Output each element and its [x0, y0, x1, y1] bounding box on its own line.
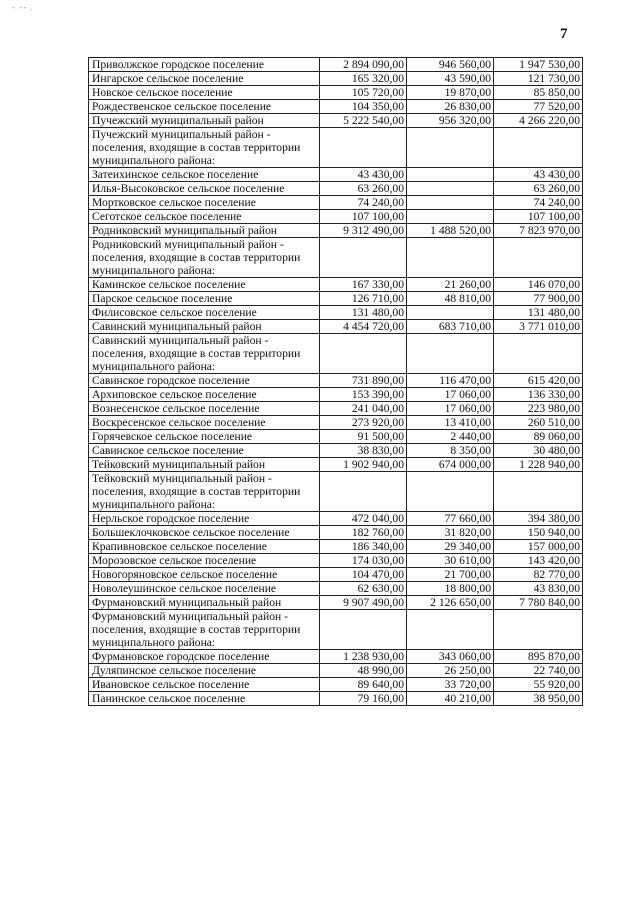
amount-cell-3 [494, 238, 583, 278]
territory-name-cell: Фурмановский муниципальный район [89, 596, 320, 610]
amount-cell-2 [407, 610, 494, 650]
table-row [89, 128, 583, 168]
amount-cell-3: 7 780 840,00 [494, 596, 583, 610]
amount-cell-2 [407, 306, 494, 320]
amount-cell-2 [407, 210, 494, 224]
amount-cell-3: 136 330,00 [494, 388, 583, 402]
amount-cell-1 [320, 472, 407, 512]
amount-cell-1: 731 890,00 [320, 374, 407, 388]
table-row [89, 182, 583, 196]
amount-cell-3: 1 228 940,00 [494, 458, 583, 472]
territory-name-cell: Новское сельское поселение [89, 86, 320, 100]
table-row [89, 388, 583, 402]
territory-name-cell: Савинское городское поселение [89, 374, 320, 388]
amount-cell-2: 31 820,00 [407, 526, 494, 540]
territory-name-cell: Ивановское сельское поселение [89, 678, 320, 692]
territory-name-cell: Вознесенское сельское поселение [89, 402, 320, 416]
table-row [89, 596, 583, 610]
amount-cell-3: 43 830,00 [494, 582, 583, 596]
amount-cell-1 [320, 238, 407, 278]
table-body [89, 58, 583, 706]
table-row [89, 238, 583, 278]
amount-cell-2: 17 060,00 [407, 402, 494, 416]
table-row [89, 114, 583, 128]
table-row [89, 458, 583, 472]
amount-cell-3: 394 380,00 [494, 512, 583, 526]
page-number: 7 [560, 26, 568, 42]
amount-cell-2: 2 126 650,00 [407, 596, 494, 610]
amount-cell-1: 4 454 720,00 [320, 320, 407, 334]
table-row [89, 320, 583, 334]
table-row [89, 692, 583, 706]
amount-cell-1: 126 710,00 [320, 292, 407, 306]
territory-name-cell: Дуляпинское сельское поселение [89, 664, 320, 678]
amount-cell-2: 956 320,00 [407, 114, 494, 128]
territory-name-cell: Савинское сельское поселение [89, 444, 320, 458]
amount-cell-1: 105 720,00 [320, 86, 407, 100]
amount-cell-1: 107 100,00 [320, 210, 407, 224]
amount-cell-1: 472 040,00 [320, 512, 407, 526]
territory-name-cell: Тейковский муниципальный район - поселения, входящие в состав территории муниципального района: [89, 472, 320, 512]
territory-name-cell: Новолеушинское сельское поселение [89, 582, 320, 596]
amount-cell-2: 21 700,00 [407, 568, 494, 582]
amount-cell-1: 241 040,00 [320, 402, 407, 416]
amount-cell-1: 2 894 090,00 [320, 58, 407, 72]
territory-name-cell: Крапивновское сельское поселение [89, 540, 320, 554]
amount-cell-3 [494, 334, 583, 374]
territory-name-cell: Мортковское сельское поселение [89, 196, 320, 210]
territory-name-cell: Родниковский муниципальный район - поселения, входящие в состав территории муниципального района: [89, 238, 320, 278]
amount-cell-2 [407, 128, 494, 168]
territory-name-cell: Воскресенское сельское поселение [89, 416, 320, 430]
amount-cell-1: 165 320,00 [320, 72, 407, 86]
amount-cell-1: 1 238 930,00 [320, 650, 407, 664]
amount-cell-2 [407, 196, 494, 210]
table-row [89, 278, 583, 292]
territory-name-cell: Ингарское сельское поселение [89, 72, 320, 86]
territory-name-cell: Архиповское сельское поселение [89, 388, 320, 402]
amount-cell-2: 43 590,00 [407, 72, 494, 86]
table-row [89, 416, 583, 430]
amount-cell-3: 150 940,00 [494, 526, 583, 540]
table-row [89, 664, 583, 678]
amount-cell-2: 77 660,00 [407, 512, 494, 526]
amount-cell-3 [494, 128, 583, 168]
amount-cell-1 [320, 334, 407, 374]
amount-cell-1: 104 350,00 [320, 100, 407, 114]
amount-cell-3: 107 100,00 [494, 210, 583, 224]
territory-name-cell: Илья-Высоковское сельское поселение [89, 182, 320, 196]
territory-name-cell: Тейковский муниципальный район [89, 458, 320, 472]
amount-cell-1: 91 500,00 [320, 430, 407, 444]
table-row [89, 168, 583, 182]
amount-cell-1: 79 160,00 [320, 692, 407, 706]
table-row [89, 210, 583, 224]
table-row [89, 402, 583, 416]
table-row [89, 512, 583, 526]
amount-cell-2: 17 060,00 [407, 388, 494, 402]
amount-cell-1: 131 480,00 [320, 306, 407, 320]
territory-name-cell: Каминское сельское поселение [89, 278, 320, 292]
amount-cell-2: 40 210,00 [407, 692, 494, 706]
amount-cell-3: 74 240,00 [494, 196, 583, 210]
amount-cell-1: 104 470,00 [320, 568, 407, 582]
amount-cell-3: 82 770,00 [494, 568, 583, 582]
amount-cell-3: 1 947 530,00 [494, 58, 583, 72]
territory-name-cell: Большеклочковское сельское поселение [89, 526, 320, 540]
table-row [89, 650, 583, 664]
amount-cell-2: 1 488 520,00 [407, 224, 494, 238]
territory-name-cell: Горячевское сельское поселение [89, 430, 320, 444]
amount-cell-1: 63 260,00 [320, 182, 407, 196]
amount-cell-3: 146 070,00 [494, 278, 583, 292]
table-row [89, 568, 583, 582]
amount-cell-3: 260 510,00 [494, 416, 583, 430]
amount-cell-2: 946 560,00 [407, 58, 494, 72]
territory-name-cell: Савинский муниципальный район [89, 320, 320, 334]
amount-cell-1 [320, 128, 407, 168]
amount-cell-1: 38 830,00 [320, 444, 407, 458]
amount-cell-2: 29 340,00 [407, 540, 494, 554]
amount-cell-2 [407, 168, 494, 182]
territory-name-cell: Сеготское сельское поселение [89, 210, 320, 224]
amount-cell-3: 63 260,00 [494, 182, 583, 196]
amount-cell-2: 26 250,00 [407, 664, 494, 678]
amount-cell-3 [494, 610, 583, 650]
amount-cell-1: 62 630,00 [320, 582, 407, 596]
amount-cell-3: 55 920,00 [494, 678, 583, 692]
territory-name-cell: Новогоряновское сельское поселение [89, 568, 320, 582]
territory-name-cell: Приволжское городское поселение [89, 58, 320, 72]
table-row [89, 374, 583, 388]
amount-cell-3: 43 430,00 [494, 168, 583, 182]
amount-cell-1: 186 340,00 [320, 540, 407, 554]
territory-name-cell: Фурмановский муниципальный район - поселения, входящие в состав территории муниципального района: [89, 610, 320, 650]
amount-cell-3: 895 870,00 [494, 650, 583, 664]
amount-cell-3: 89 060,00 [494, 430, 583, 444]
amount-cell-2: 116 470,00 [407, 374, 494, 388]
amount-cell-1: 1 902 940,00 [320, 458, 407, 472]
amount-cell-1: 9 907 490,00 [320, 596, 407, 610]
amount-cell-3: 7 823 970,00 [494, 224, 583, 238]
table-row [89, 334, 583, 374]
amount-cell-3: 3 771 010,00 [494, 320, 583, 334]
amount-cell-2: 48 810,00 [407, 292, 494, 306]
table-row [89, 196, 583, 210]
amount-cell-3: 157 000,00 [494, 540, 583, 554]
territory-name-cell: Пучежский муниципальный район - поселения, входящие в состав территории муниципального района: [89, 128, 320, 168]
territory-name-cell: Панинское сельское поселение [89, 692, 320, 706]
territory-name-cell: Рождественское сельское поселение [89, 100, 320, 114]
table-row [89, 610, 583, 650]
amount-cell-2: 30 610,00 [407, 554, 494, 568]
amount-cell-1: 182 760,00 [320, 526, 407, 540]
territory-name-cell: Нерльское городское поселение [89, 512, 320, 526]
amount-cell-3: 38 950,00 [494, 692, 583, 706]
amount-cell-3: 223 980,00 [494, 402, 583, 416]
table-row [89, 526, 583, 540]
amount-cell-2: 343 060,00 [407, 650, 494, 664]
amount-cell-2 [407, 182, 494, 196]
amount-cell-1: 89 640,00 [320, 678, 407, 692]
amount-cell-2: 683 710,00 [407, 320, 494, 334]
amount-cell-2 [407, 472, 494, 512]
amount-cell-1 [320, 610, 407, 650]
amount-cell-1: 43 430,00 [320, 168, 407, 182]
amount-cell-1: 174 030,00 [320, 554, 407, 568]
territory-name-cell: Морозовское сельское поселение [89, 554, 320, 568]
table-row [89, 224, 583, 238]
territory-name-cell: Фурмановское городское поселение [89, 650, 320, 664]
table-row [89, 86, 583, 100]
amount-cell-2 [407, 334, 494, 374]
amount-cell-2: 21 260,00 [407, 278, 494, 292]
territory-name-cell: Затеихинское сельское поселение [89, 168, 320, 182]
amount-cell-3: 77 900,00 [494, 292, 583, 306]
amount-cell-2: 26 830,00 [407, 100, 494, 114]
amount-cell-3: 143 420,00 [494, 554, 583, 568]
budget-allocation-table [88, 57, 583, 706]
table-row [89, 430, 583, 444]
amount-cell-2 [407, 238, 494, 278]
table-row [89, 306, 583, 320]
territory-name-cell: Родниковский муниципальный район [89, 224, 320, 238]
amount-cell-3 [494, 472, 583, 512]
amount-cell-3: 30 480,00 [494, 444, 583, 458]
amount-cell-1: 74 240,00 [320, 196, 407, 210]
table-row [89, 292, 583, 306]
table-row [89, 582, 583, 596]
amount-cell-3: 85 850,00 [494, 86, 583, 100]
amount-cell-2: 33 720,00 [407, 678, 494, 692]
amount-cell-2: 8 350,00 [407, 444, 494, 458]
amount-cell-1: 5 222 540,00 [320, 114, 407, 128]
territory-name-cell: Савинский муниципальный район - поселения, входящие в состав территории муниципального района: [89, 334, 320, 374]
amount-cell-1: 9 312 490,00 [320, 224, 407, 238]
table-row [89, 472, 583, 512]
table-row [89, 554, 583, 568]
amount-cell-3: 77 520,00 [494, 100, 583, 114]
amount-cell-2: 18 800,00 [407, 582, 494, 596]
amount-cell-3: 131 480,00 [494, 306, 583, 320]
territory-name-cell: Пучежский муниципальный район [89, 114, 320, 128]
table-row [89, 100, 583, 114]
amount-cell-1: 48 990,00 [320, 664, 407, 678]
amount-cell-2: 2 440,00 [407, 430, 494, 444]
table-row [89, 58, 583, 72]
amount-cell-2: 19 870,00 [407, 86, 494, 100]
amount-cell-3: 615 420,00 [494, 374, 583, 388]
amount-cell-2: 674 000,00 [407, 458, 494, 472]
amount-cell-3: 121 730,00 [494, 72, 583, 86]
territory-name-cell: Филисовское сельское поселение [89, 306, 320, 320]
territory-name-cell: Парское сельское поселение [89, 292, 320, 306]
amount-cell-3: 4 266 220,00 [494, 114, 583, 128]
amount-cell-1: 153 390,00 [320, 388, 407, 402]
amount-cell-1: 167 330,00 [320, 278, 407, 292]
amount-cell-1: 273 920,00 [320, 416, 407, 430]
table-row [89, 678, 583, 692]
table-row [89, 444, 583, 458]
table-row [89, 540, 583, 554]
amount-cell-2: 13 410,00 [407, 416, 494, 430]
scan-mark: - -- . [12, 2, 34, 12]
table-row [89, 72, 583, 86]
amount-cell-3: 22 740,00 [494, 664, 583, 678]
